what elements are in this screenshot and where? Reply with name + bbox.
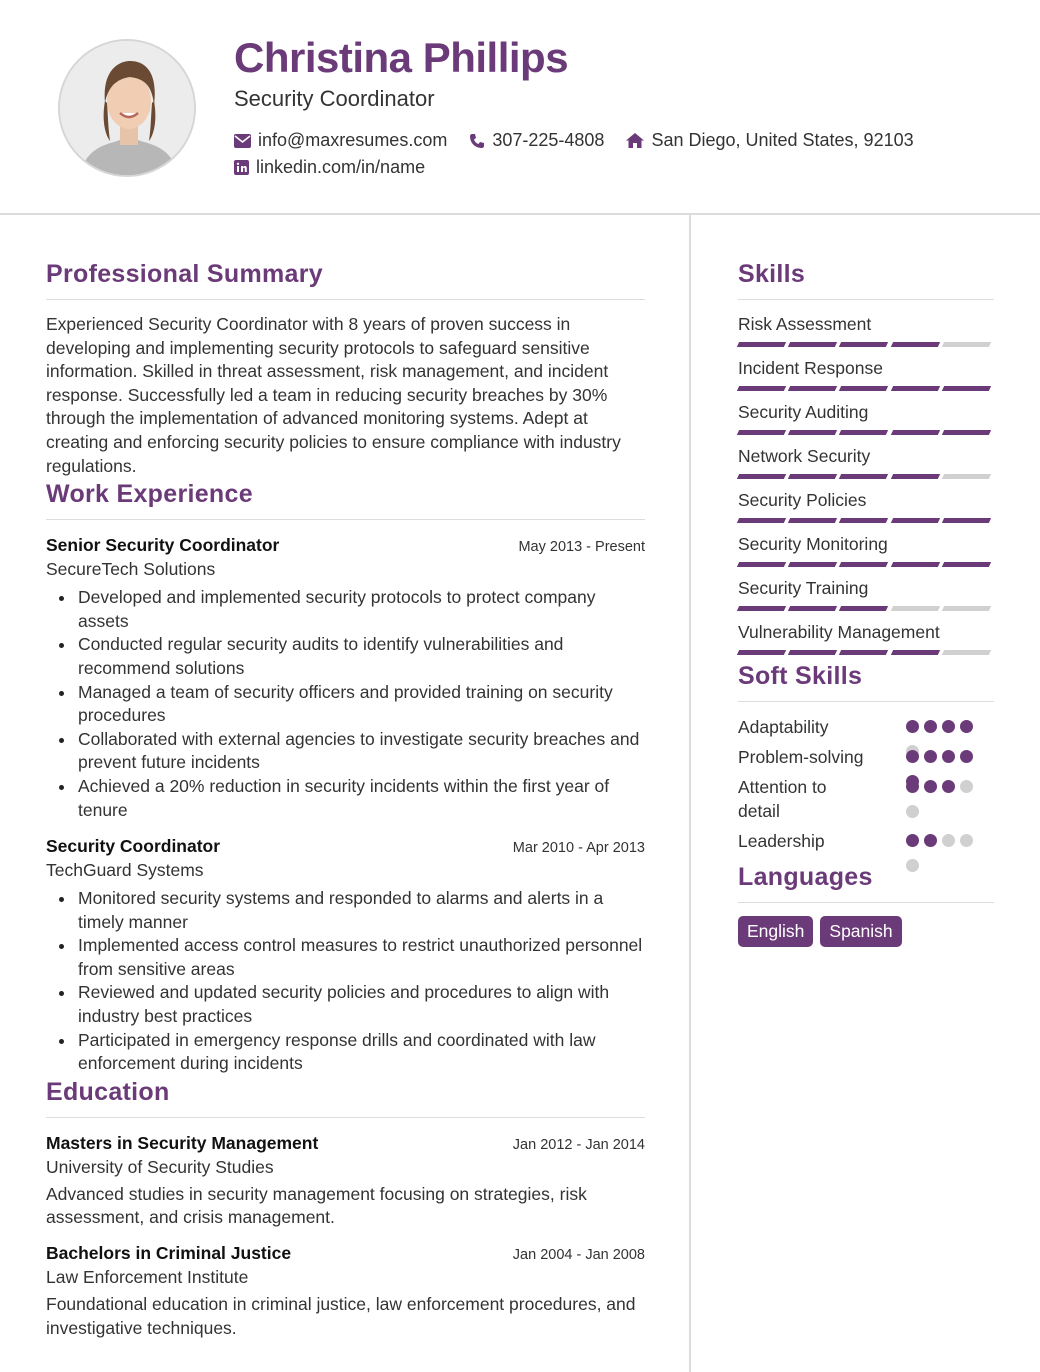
- envelope-icon: [234, 134, 251, 148]
- section-title: Languages: [738, 863, 873, 891]
- list-item: Participated in emergency response drills and coordinated with law enforcement during incidents: [46, 1029, 645, 1076]
- rating-dot: [906, 834, 919, 847]
- summary-section: [46, 260, 645, 478]
- skill-label: Risk Assessment: [738, 314, 872, 334]
- job-role: Security Coordinator: [46, 836, 221, 857]
- skill-level-segment: [839, 518, 889, 523]
- phone-icon: [469, 133, 485, 149]
- candidate-name: Christina Phillips: [234, 34, 569, 81]
- rating-dot: [942, 720, 955, 733]
- skill-level-segment: [737, 474, 787, 479]
- section-title: Professional Summary: [46, 260, 323, 288]
- degree-name: Bachelors in Criminal Justice: [46, 1243, 292, 1264]
- job-company: TechGuard Systems: [46, 860, 204, 881]
- soft-skills-list: [738, 715, 994, 863]
- education-entry: [46, 1243, 645, 1340]
- skill-item: [738, 622, 994, 656]
- skill-level-bar: [738, 562, 994, 568]
- skill-level-segment: [737, 650, 787, 655]
- contact-linkedin[interactable]: [234, 157, 425, 178]
- skill-level-segment: [890, 474, 940, 479]
- section-divider: [46, 1117, 645, 1118]
- skill-level-segment: [788, 342, 838, 347]
- job-date: Mar 2010 - Apr 2013: [512, 840, 645, 857]
- skill-level-segment: [942, 386, 992, 391]
- home-icon: [626, 133, 644, 148]
- section-divider: [46, 299, 645, 300]
- skill-level-segment: [737, 430, 787, 435]
- skill-level-segment: [839, 606, 889, 611]
- education-section: [46, 1078, 645, 1340]
- language-tag: English: [738, 916, 813, 947]
- languages-list: [738, 916, 994, 947]
- section-title: Work Experience: [46, 480, 253, 509]
- soft-skill-item: [738, 745, 994, 775]
- skill-level-segment: [839, 474, 889, 479]
- skill-level-segment: [737, 562, 787, 567]
- contact-phone[interactable]: [469, 130, 604, 151]
- education-description: Foundational education in criminal justice, law enforcement procedures, and investigative techniques.: [46, 1294, 636, 1338]
- skill-level-segment: [839, 562, 889, 567]
- linkedin-text: linkedin.com/in/name: [256, 157, 426, 177]
- skill-label: Security Policies: [738, 490, 867, 510]
- job-date: May 2013 - Present: [518, 539, 645, 556]
- rating-dot: [960, 720, 973, 733]
- skill-level-segment: [788, 606, 838, 611]
- education-date: Jan 2004 - Jan 2008: [512, 1247, 645, 1264]
- skill-level-segment: [942, 650, 992, 655]
- skill-level-segment: [839, 650, 889, 655]
- soft-skill-item: [738, 775, 994, 829]
- rating-dot: [942, 834, 955, 847]
- email-text: info@maxresumes.com: [258, 130, 448, 150]
- list-item: Managed a team of security officers and provided training on security procedures: [46, 681, 645, 728]
- job-bullets: [46, 586, 645, 822]
- main-column: [46, 215, 645, 1340]
- job-entry: [46, 535, 645, 822]
- soft-skills-section: [738, 662, 994, 863]
- contact-email[interactable]: [234, 130, 447, 151]
- person-photo-icon: [60, 41, 196, 177]
- sidebar-column: [738, 215, 994, 947]
- skill-level-segment: [788, 474, 838, 479]
- section-divider: [738, 299, 994, 300]
- school-name: Law Enforcement Institute: [46, 1267, 249, 1288]
- skill-level-segment: [942, 474, 992, 479]
- skill-level-bar: [738, 606, 994, 612]
- skill-level-segment: [788, 562, 838, 567]
- list-item: Conducted regular security audits to identify vulnerabilities and recommend solutions: [46, 633, 645, 680]
- education-entry: [46, 1133, 645, 1230]
- job-entry: [46, 836, 645, 1076]
- skill-level-segment: [942, 518, 992, 523]
- school-name: University of Security Studies: [46, 1156, 274, 1177]
- contact-row: [234, 157, 447, 178]
- skill-label: Vulnerability Management: [738, 622, 940, 642]
- soft-skill-rating: [906, 780, 982, 830]
- skill-level-segment: [890, 342, 940, 347]
- experience-section: [46, 480, 645, 1076]
- skill-level-segment: [890, 518, 940, 523]
- language-tag: Spanish: [820, 916, 901, 947]
- skill-level-bar: [738, 650, 994, 656]
- skill-level-segment: [737, 518, 787, 523]
- rating-dot: [960, 780, 973, 793]
- rating-dot: [960, 750, 973, 763]
- skill-label: Network Security: [738, 446, 871, 466]
- skill-label: Security Monitoring: [738, 534, 888, 554]
- education-description: Advanced studies in security management focusing on strategies, risk assessment, and crisis management.: [46, 1183, 587, 1228]
- contact-location: [626, 130, 913, 151]
- rating-dot: [906, 805, 919, 818]
- skill-level-segment: [890, 430, 940, 435]
- section-divider: [738, 902, 994, 903]
- skill-level-segment: [788, 430, 838, 435]
- skill-label: Incident Response: [738, 358, 883, 378]
- skill-level-segment: [788, 386, 838, 391]
- skill-item: [738, 314, 994, 348]
- rating-dot: [942, 780, 955, 793]
- skill-level-segment: [839, 430, 889, 435]
- skill-level-segment: [942, 342, 992, 347]
- skill-level-bar: [738, 518, 994, 524]
- skill-level-segment: [737, 606, 787, 611]
- soft-skill-label: Leadership: [738, 831, 825, 851]
- summary-text: Experienced Security Coordinator with 8 years of proven success in developing and implementing security protocols to safeguard sensitive information. Skilled in threat assessment, risk management, and incident response. Successfully led a team in reducing security breaches by 30% through the implementation of advanced monitoring systems. Adept at creating and enforcing security policies to ensure compliance with industry regulations.: [46, 314, 621, 476]
- list-item: Developed and implemented security protocols to protect company assets: [46, 586, 645, 633]
- list-item: Reviewed and updated security policies and procedures to align with industry best practices: [46, 981, 645, 1028]
- rating-dot: [906, 859, 919, 872]
- profile-photo: [58, 39, 196, 177]
- rating-dot: [924, 720, 937, 733]
- skill-level-segment: [737, 386, 787, 391]
- rating-dot: [906, 750, 919, 763]
- skill-level-segment: [942, 430, 992, 435]
- skill-level-bar: [738, 430, 994, 436]
- skill-level-segment: [890, 562, 940, 567]
- skill-item: [738, 446, 994, 480]
- phone-text: 307-225-4808: [492, 130, 605, 150]
- soft-skill-item: [738, 829, 994, 863]
- skill-level-segment: [839, 386, 889, 391]
- list-item: Monitored security systems and responded to alarms and alerts in a timely manner: [46, 887, 645, 934]
- rating-dot: [924, 750, 937, 763]
- skill-level-segment: [839, 342, 889, 347]
- skill-level-segment: [890, 386, 940, 391]
- soft-skill-label: Adaptability: [738, 717, 829, 737]
- section-title: Skills: [738, 260, 806, 288]
- list-item: Collaborated with external agencies to investigate security breaches and prevent future incidents: [46, 728, 645, 775]
- skill-item: [738, 490, 994, 524]
- contact-row: [234, 130, 936, 151]
- candidate-title: Security Coordinator: [234, 86, 435, 111]
- rating-dot: [906, 780, 919, 793]
- location-text: San Diego, United States, 92103: [651, 130, 914, 150]
- section-divider: [738, 701, 994, 702]
- skill-level-bar: [738, 386, 994, 392]
- skill-item: [738, 402, 994, 436]
- soft-skill-item: [738, 715, 994, 745]
- skill-level-segment: [890, 650, 940, 655]
- list-item: Achieved a 20% reduction in security incidents within the first year of tenure: [46, 775, 645, 822]
- skill-level-segment: [788, 518, 838, 523]
- soft-skill-label: Problem-solving: [738, 747, 864, 767]
- rating-dot: [924, 780, 937, 793]
- degree-name: Masters in Security Management: [46, 1132, 319, 1153]
- skills-list: [738, 314, 994, 656]
- section-title: Education: [46, 1077, 170, 1106]
- skill-label: Security Training: [738, 578, 869, 598]
- rating-dot: [924, 834, 937, 847]
- skill-item: [738, 534, 994, 568]
- rating-dot: [960, 834, 973, 847]
- rating-dot: [906, 720, 919, 733]
- skill-item: [738, 578, 994, 612]
- section-divider: [46, 519, 645, 520]
- skill-level-segment: [890, 606, 940, 611]
- skill-level-bar: [738, 474, 994, 480]
- education-date: Jan 2012 - Jan 2014: [512, 1136, 645, 1153]
- rating-dot: [942, 750, 955, 763]
- linkedin-icon: [234, 160, 249, 175]
- list-item: Implemented access control measures to restrict unauthorized personnel from sensitive areas: [46, 934, 645, 981]
- soft-skill-label: Attention to detail: [738, 777, 827, 821]
- section-title: Soft Skills: [738, 662, 863, 690]
- skill-label: Security Auditing: [738, 402, 869, 422]
- skill-level-segment: [942, 606, 992, 611]
- skills-section: [738, 260, 994, 656]
- job-bullets: [46, 887, 645, 1076]
- job-company: SecureTech Solutions: [46, 559, 216, 580]
- skill-level-segment: [942, 562, 992, 567]
- resume-header: [0, 0, 1040, 215]
- skill-level-segment: [788, 650, 838, 655]
- soft-skill-rating: [906, 834, 982, 884]
- skill-level-bar: [738, 342, 994, 348]
- column-divider: [689, 215, 691, 1372]
- skill-item: [738, 358, 994, 392]
- job-role: Senior Security Coordinator: [46, 535, 280, 556]
- skill-level-segment: [737, 342, 787, 347]
